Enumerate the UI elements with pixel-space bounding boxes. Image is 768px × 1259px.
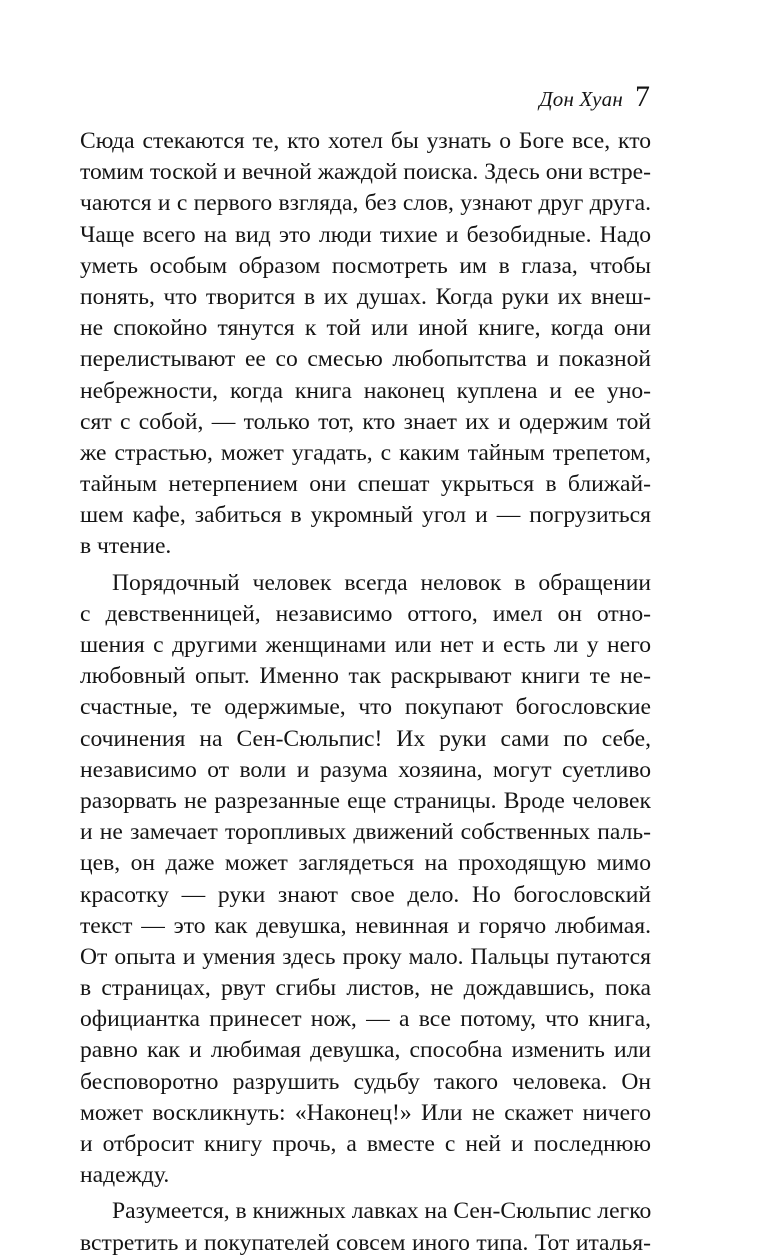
- text-line: счастные, те одержимые, что покупают богословские: [80, 694, 651, 721]
- running-title: Дон Хуан: [539, 87, 623, 111]
- text-line: Чаще всего на вид это люди тихие и безобидные. Надо: [80, 221, 651, 248]
- text-line: не спокойно тянутся к той или иной книге, когда они: [80, 315, 651, 342]
- paragraph-1: [80, 126, 651, 563]
- text-line: сочинения на Сен-Сюльпис! Их руки сами по себе,: [80, 725, 651, 752]
- text-line: красотку — руки знают свое дело. Но богословский: [80, 881, 651, 908]
- text-line: независимо от воли и разума хозяина, могут суетливо: [80, 756, 651, 783]
- text-line: и не замечает торопливых движений собственных паль-: [80, 819, 651, 846]
- text-line: чаются и с первого взгляда, без слов, узнают друг друга.: [80, 190, 651, 217]
- text-line: и отбросит книгу прочь, а вместе с ней и последнюю: [80, 1131, 651, 1157]
- text-line: же страстью, может угадать, с каким тайным трепетом,: [80, 439, 651, 466]
- text-line: небрежности, когда книга наконец куплена и ее уно-: [80, 377, 651, 404]
- text-line: сят с собой, — только тот, кто знает их и одержим той: [80, 408, 651, 435]
- text-line: Порядочный человек всегда неловок в обращении: [112, 569, 651, 596]
- text-line: встретить и покупателей совсем иного типа. Тот италья-: [80, 1229, 651, 1256]
- text-line: уметь особым образом посмотреть им в глаза, чтобы: [80, 252, 651, 279]
- running-head: [539, 80, 650, 114]
- text-line: понять, что творится в их душах. Когда руки их внеш-: [80, 283, 651, 310]
- text-line: любовный опыт. Именно так раскрывают книги те не-: [80, 663, 651, 690]
- text-line: разорвать не разрезанные еще страницы. Вроде человек: [80, 787, 651, 814]
- text-line: Сюда стекаются те, кто хотел бы узнать о Боге все, кто: [80, 128, 651, 154]
- text-line: может воскликнуть: «Наконец!» Или не скажет ничего: [80, 1099, 651, 1126]
- text-line: бесповоротно разрушить судьбу такого человека. Он: [80, 1068, 651, 1095]
- text-line: томим тоской и вечной жаждой поиска. Здесь они встре-: [80, 159, 651, 186]
- text-line: надежду.: [80, 1162, 170, 1189]
- text-line: Разумеется, в книжных лавках на Сен-Сюльпис легко: [112, 1198, 652, 1225]
- text-line: в страницах, рвут сгибы листов, не дождавшись, пока: [80, 975, 651, 1002]
- text-line: официантка принесет нож, — а все потому, что книга,: [80, 1006, 651, 1033]
- text-line: равно как и любимая девушка, способна изменить или: [80, 1037, 651, 1064]
- text-line: тайным нетерпением они спешат укрыться в ближай-: [80, 471, 651, 498]
- text-line: шения с другими женщинами или нет и есть ли у него: [80, 632, 651, 658]
- text-line: перелистывают ее со смесью любопытства и показной: [80, 346, 651, 373]
- text-line: цев, он даже может заглядеться на проходящую мимо: [80, 850, 651, 877]
- paragraph-3: [80, 1196, 651, 1258]
- text-line: в чтение.: [80, 533, 172, 560]
- paragraph-2: [80, 568, 651, 1192]
- text-line: От опыта и умения здесь проку мало. Пальцы путаются: [80, 943, 651, 970]
- body-text: [80, 126, 651, 1259]
- page-number: 7: [635, 80, 650, 113]
- text-line: с девственницей, независимо оттого, имел он отно-: [80, 600, 651, 627]
- text-line: шем кафе, забиться в укромный угол и — погрузиться: [80, 502, 651, 529]
- text-line: текст — это как девушка, невинная и горячо любимая.: [80, 912, 651, 939]
